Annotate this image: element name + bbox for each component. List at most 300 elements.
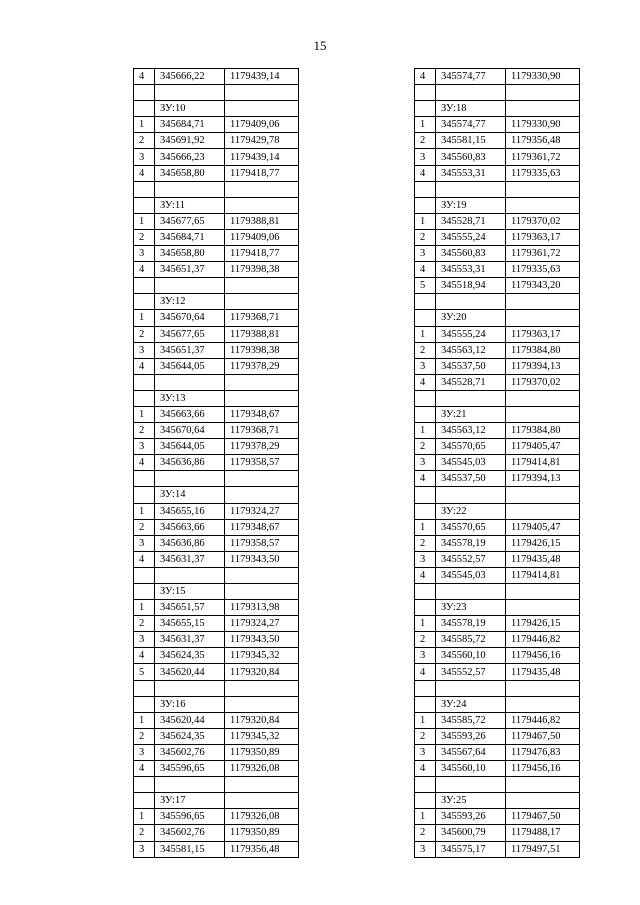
- point-number-cell: 1: [134, 600, 155, 616]
- point-number-cell: [134, 181, 155, 197]
- table-row: [415, 390, 580, 406]
- x-coordinate-cell: 345620,44: [155, 712, 225, 728]
- y-coordinate-cell: [225, 696, 299, 712]
- point-number-cell: [134, 197, 155, 213]
- y-coordinate-cell: [506, 680, 580, 696]
- y-coordinate-cell: 1179343,50: [225, 551, 299, 567]
- table-body: [134, 69, 299, 858]
- x-coordinate-cell: [155, 567, 225, 583]
- x-coordinate-cell: 345518,94: [436, 278, 506, 294]
- x-coordinate-cell: 345655,15: [155, 616, 225, 632]
- table-row: [134, 535, 299, 551]
- table-row: [415, 841, 580, 857]
- point-number-cell: 2: [134, 519, 155, 535]
- y-coordinate-cell: 1179497,51: [506, 841, 580, 857]
- y-coordinate-cell: 1179394,13: [506, 471, 580, 487]
- point-number-cell: 5: [134, 664, 155, 680]
- point-number-cell: [134, 278, 155, 294]
- y-coordinate-cell: 1179324,27: [225, 503, 299, 519]
- y-coordinate-cell: 1179414,81: [506, 567, 580, 583]
- y-coordinate-cell: 1179335,63: [506, 165, 580, 181]
- y-coordinate-cell: 1179368,71: [225, 310, 299, 326]
- table-row: [415, 551, 580, 567]
- point-number-cell: 4: [134, 551, 155, 567]
- x-coordinate-cell: 345574,77: [436, 69, 506, 85]
- table-row: [134, 744, 299, 760]
- point-number-cell: 3: [134, 342, 155, 358]
- x-coordinate-cell: 345575,17: [436, 841, 506, 857]
- x-coordinate-cell: [436, 487, 506, 503]
- x-coordinate-cell: 345596,65: [155, 761, 225, 777]
- table-row: [134, 117, 299, 133]
- y-coordinate-cell: 1179343,50: [225, 632, 299, 648]
- point-number-cell: 1: [415, 809, 436, 825]
- y-coordinate-cell: [506, 101, 580, 117]
- point-number-cell: [415, 777, 436, 793]
- table-row: [134, 342, 299, 358]
- y-coordinate-cell: 1179368,71: [225, 423, 299, 439]
- y-coordinate-cell: 1179326,08: [225, 809, 299, 825]
- point-number-cell: 2: [415, 133, 436, 149]
- point-number-cell: [415, 390, 436, 406]
- table-row: [415, 455, 580, 471]
- x-coordinate-cell: 345684,71: [155, 117, 225, 133]
- x-coordinate-cell: 345555,24: [436, 229, 506, 245]
- point-number-cell: 4: [415, 761, 436, 777]
- y-coordinate-cell: [225, 181, 299, 197]
- table-row: [134, 165, 299, 181]
- y-coordinate-cell: [506, 777, 580, 793]
- point-number-cell: 1: [134, 712, 155, 728]
- point-number-cell: 1: [134, 406, 155, 422]
- x-coordinate-cell: 345528,71: [436, 374, 506, 390]
- table-row: [415, 149, 580, 165]
- point-number-cell: 1: [134, 503, 155, 519]
- x-coordinate-cell: 345658,80: [155, 165, 225, 181]
- table-row: [134, 390, 299, 406]
- x-coordinate-cell: ЗУ:11: [155, 197, 225, 213]
- y-coordinate-cell: [225, 101, 299, 117]
- table-row: [415, 101, 580, 117]
- y-coordinate-cell: [506, 600, 580, 616]
- table-row: [134, 310, 299, 326]
- y-coordinate-cell: 1179388,81: [225, 213, 299, 229]
- x-coordinate-cell: 345655,16: [155, 503, 225, 519]
- point-number-cell: [134, 390, 155, 406]
- y-coordinate-cell: [225, 197, 299, 213]
- table-row: [134, 262, 299, 278]
- y-coordinate-cell: 1179363,17: [506, 326, 580, 342]
- table-row: [415, 69, 580, 85]
- y-coordinate-cell: [225, 390, 299, 406]
- y-coordinate-cell: 1179335,63: [506, 262, 580, 278]
- y-coordinate-cell: 1179418,77: [225, 165, 299, 181]
- y-coordinate-cell: 1179358,57: [225, 535, 299, 551]
- point-number-cell: [415, 181, 436, 197]
- x-coordinate-cell: 345677,65: [155, 213, 225, 229]
- point-number-cell: [134, 471, 155, 487]
- table-row: [415, 761, 580, 777]
- x-coordinate-cell: 345555,24: [436, 326, 506, 342]
- point-number-cell: [415, 600, 436, 616]
- point-number-cell: 1: [134, 310, 155, 326]
- x-coordinate-cell: ЗУ:16: [155, 696, 225, 712]
- table-row: [134, 358, 299, 374]
- y-coordinate-cell: 1179358,57: [225, 455, 299, 471]
- y-coordinate-cell: 1179435,48: [506, 664, 580, 680]
- point-number-cell: [415, 101, 436, 117]
- table-row: [415, 229, 580, 245]
- x-coordinate-cell: 345602,76: [155, 744, 225, 760]
- table-row: [134, 229, 299, 245]
- table-row: [134, 487, 299, 503]
- y-coordinate-cell: 1179361,72: [506, 246, 580, 262]
- table-row: [134, 326, 299, 342]
- point-number-cell: 4: [415, 165, 436, 181]
- table-row: [134, 728, 299, 744]
- point-number-cell: 3: [134, 632, 155, 648]
- y-coordinate-cell: 1179405,47: [506, 519, 580, 535]
- table-row: [134, 777, 299, 793]
- table-row: [415, 294, 580, 310]
- table-row: [134, 567, 299, 583]
- point-number-cell: [415, 487, 436, 503]
- table-row: [134, 761, 299, 777]
- y-coordinate-cell: 1179398,38: [225, 342, 299, 358]
- y-coordinate-cell: [225, 567, 299, 583]
- x-coordinate-cell: 345620,44: [155, 664, 225, 680]
- x-coordinate-cell: 345545,03: [436, 567, 506, 583]
- table-row: [415, 680, 580, 696]
- y-coordinate-cell: [506, 696, 580, 712]
- table-row: [134, 809, 299, 825]
- x-coordinate-cell: [155, 181, 225, 197]
- point-number-cell: [134, 777, 155, 793]
- table-row: [134, 519, 299, 535]
- x-coordinate-cell: 345636,86: [155, 455, 225, 471]
- table-row: [134, 294, 299, 310]
- point-number-cell: [415, 793, 436, 809]
- x-coordinate-cell: 345560,10: [436, 648, 506, 664]
- point-number-cell: 3: [134, 246, 155, 262]
- x-coordinate-cell: [436, 390, 506, 406]
- x-coordinate-cell: 345644,05: [155, 358, 225, 374]
- y-coordinate-cell: [506, 197, 580, 213]
- y-coordinate-cell: [506, 181, 580, 197]
- table-row: [134, 648, 299, 664]
- x-coordinate-cell: 345578,19: [436, 616, 506, 632]
- table-row: [415, 262, 580, 278]
- y-coordinate-cell: 1179370,02: [506, 213, 580, 229]
- x-coordinate-cell: 345563,12: [436, 342, 506, 358]
- x-coordinate-cell: ЗУ:19: [436, 197, 506, 213]
- x-coordinate-cell: 345593,26: [436, 728, 506, 744]
- table-row: [415, 728, 580, 744]
- y-coordinate-cell: 1179467,50: [506, 809, 580, 825]
- table-row: [415, 632, 580, 648]
- table-row: [415, 793, 580, 809]
- point-number-cell: 2: [415, 229, 436, 245]
- point-number-cell: [415, 310, 436, 326]
- table-row: [134, 406, 299, 422]
- x-coordinate-cell: 345560,83: [436, 149, 506, 165]
- point-number-cell: 3: [134, 535, 155, 551]
- x-coordinate-cell: 345570,65: [436, 519, 506, 535]
- table-row: [134, 825, 299, 841]
- point-number-cell: 1: [415, 616, 436, 632]
- point-number-cell: 3: [134, 841, 155, 857]
- table-row: [134, 69, 299, 85]
- y-coordinate-cell: [506, 584, 580, 600]
- table-row: [415, 85, 580, 101]
- y-coordinate-cell: 1179429,78: [225, 133, 299, 149]
- x-coordinate-cell: 345631,37: [155, 632, 225, 648]
- table-row: [134, 471, 299, 487]
- y-coordinate-cell: 1179426,15: [506, 616, 580, 632]
- x-coordinate-cell: 345560,10: [436, 761, 506, 777]
- table-row: [134, 712, 299, 728]
- point-number-cell: 4: [415, 471, 436, 487]
- table-row: [415, 519, 580, 535]
- x-coordinate-cell: [155, 471, 225, 487]
- y-coordinate-cell: 1179418,77: [225, 246, 299, 262]
- point-number-cell: 4: [415, 69, 436, 85]
- point-number-cell: 3: [415, 551, 436, 567]
- y-coordinate-cell: 1179405,47: [506, 439, 580, 455]
- x-coordinate-cell: 345651,57: [155, 600, 225, 616]
- y-coordinate-cell: 1179326,08: [225, 761, 299, 777]
- table-row: [415, 342, 580, 358]
- y-coordinate-cell: [506, 85, 580, 101]
- y-coordinate-cell: 1179414,81: [506, 455, 580, 471]
- point-number-cell: 3: [415, 744, 436, 760]
- point-number-cell: 1: [415, 712, 436, 728]
- point-number-cell: 2: [415, 728, 436, 744]
- x-coordinate-cell: 345602,76: [155, 825, 225, 841]
- y-coordinate-cell: [225, 487, 299, 503]
- y-coordinate-cell: [506, 487, 580, 503]
- x-coordinate-cell: 345553,31: [436, 165, 506, 181]
- table-row: [415, 406, 580, 422]
- y-coordinate-cell: 1179446,82: [506, 632, 580, 648]
- x-coordinate-cell: 345552,57: [436, 664, 506, 680]
- table-row: [415, 503, 580, 519]
- y-coordinate-cell: 1179343,20: [506, 278, 580, 294]
- x-coordinate-cell: [155, 278, 225, 294]
- x-coordinate-cell: 345553,31: [436, 262, 506, 278]
- y-coordinate-cell: 1179320,84: [225, 664, 299, 680]
- y-coordinate-cell: 1179388,81: [225, 326, 299, 342]
- table-row: [134, 632, 299, 648]
- x-coordinate-cell: [436, 85, 506, 101]
- y-coordinate-cell: 1179350,89: [225, 825, 299, 841]
- y-coordinate-cell: 1179409,06: [225, 117, 299, 133]
- x-coordinate-cell: [436, 777, 506, 793]
- y-coordinate-cell: 1179439,14: [225, 69, 299, 85]
- x-coordinate-cell: [436, 294, 506, 310]
- y-coordinate-cell: 1179330,90: [506, 69, 580, 85]
- y-coordinate-cell: 1179348,67: [225, 406, 299, 422]
- point-number-cell: 4: [134, 262, 155, 278]
- point-number-cell: [134, 101, 155, 117]
- table-row: [134, 551, 299, 567]
- y-coordinate-cell: 1179324,27: [225, 616, 299, 632]
- point-number-cell: 3: [415, 455, 436, 471]
- point-number-cell: 4: [415, 262, 436, 278]
- x-coordinate-cell: 345552,57: [436, 551, 506, 567]
- x-coordinate-cell: ЗУ:12: [155, 294, 225, 310]
- table-row: [134, 181, 299, 197]
- table-row: [415, 600, 580, 616]
- y-coordinate-cell: [225, 294, 299, 310]
- x-coordinate-cell: ЗУ:14: [155, 487, 225, 503]
- table-row: [415, 535, 580, 551]
- point-number-cell: [134, 793, 155, 809]
- y-coordinate-cell: [506, 310, 580, 326]
- point-number-cell: 2: [134, 326, 155, 342]
- y-coordinate-cell: 1179384,80: [506, 342, 580, 358]
- table-row: [415, 117, 580, 133]
- table-row: [134, 101, 299, 117]
- point-number-cell: 2: [134, 229, 155, 245]
- x-coordinate-cell: 345666,22: [155, 69, 225, 85]
- table-row: [415, 487, 580, 503]
- y-coordinate-cell: 1179350,89: [225, 744, 299, 760]
- y-coordinate-cell: [225, 680, 299, 696]
- x-coordinate-cell: 345624,35: [155, 728, 225, 744]
- x-coordinate-cell: 345563,12: [436, 423, 506, 439]
- table-row: [415, 246, 580, 262]
- table-row: [134, 841, 299, 857]
- y-coordinate-cell: 1179439,14: [225, 149, 299, 165]
- point-number-cell: [134, 680, 155, 696]
- table-row: [134, 374, 299, 390]
- x-coordinate-cell: ЗУ:21: [436, 406, 506, 422]
- table-row: [415, 197, 580, 213]
- point-number-cell: [415, 406, 436, 422]
- point-number-cell: [415, 696, 436, 712]
- y-coordinate-cell: 1179435,48: [506, 551, 580, 567]
- coordinates-table-left: [133, 68, 299, 858]
- x-coordinate-cell: [155, 374, 225, 390]
- point-number-cell: 4: [134, 165, 155, 181]
- y-coordinate-cell: 1179384,80: [506, 423, 580, 439]
- point-number-cell: [415, 294, 436, 310]
- y-coordinate-cell: 1179378,29: [225, 358, 299, 374]
- point-number-cell: 5: [415, 278, 436, 294]
- point-number-cell: [134, 696, 155, 712]
- x-coordinate-cell: 345651,37: [155, 342, 225, 358]
- table-row: [415, 777, 580, 793]
- y-coordinate-cell: 1179456,16: [506, 648, 580, 664]
- point-number-cell: [415, 680, 436, 696]
- point-number-cell: 1: [134, 117, 155, 133]
- table-row: [415, 696, 580, 712]
- table-row: [134, 246, 299, 262]
- y-coordinate-cell: [225, 471, 299, 487]
- x-coordinate-cell: 345666,23: [155, 149, 225, 165]
- table-row: [134, 133, 299, 149]
- point-number-cell: [415, 503, 436, 519]
- point-number-cell: 2: [134, 728, 155, 744]
- coordinates-table-right: [414, 68, 580, 858]
- point-number-cell: 3: [134, 744, 155, 760]
- y-coordinate-cell: 1179348,67: [225, 519, 299, 535]
- x-coordinate-cell: ЗУ:23: [436, 600, 506, 616]
- table-row: [134, 455, 299, 471]
- y-coordinate-cell: 1179426,15: [506, 535, 580, 551]
- y-coordinate-cell: [225, 777, 299, 793]
- point-number-cell: 1: [415, 117, 436, 133]
- y-coordinate-cell: [506, 294, 580, 310]
- y-coordinate-cell: 1179409,06: [225, 229, 299, 245]
- y-coordinate-cell: 1179330,90: [506, 117, 580, 133]
- point-number-cell: 1: [415, 213, 436, 229]
- y-coordinate-cell: 1179345,32: [225, 648, 299, 664]
- x-coordinate-cell: 345567,64: [436, 744, 506, 760]
- point-number-cell: [134, 584, 155, 600]
- y-coordinate-cell: [506, 390, 580, 406]
- point-number-cell: 4: [415, 664, 436, 680]
- table-row: [415, 165, 580, 181]
- table-row: [415, 648, 580, 664]
- table-row: [134, 584, 299, 600]
- y-coordinate-cell: 1179467,50: [506, 728, 580, 744]
- x-coordinate-cell: ЗУ:13: [155, 390, 225, 406]
- point-number-cell: 4: [134, 69, 155, 85]
- y-coordinate-cell: 1179363,17: [506, 229, 580, 245]
- table-row: [415, 358, 580, 374]
- point-number-cell: [134, 374, 155, 390]
- table-row: [134, 696, 299, 712]
- x-coordinate-cell: 345670,64: [155, 310, 225, 326]
- table-row: [134, 85, 299, 101]
- point-number-cell: 2: [134, 423, 155, 439]
- x-coordinate-cell: [436, 181, 506, 197]
- table-row: [134, 793, 299, 809]
- point-number-cell: [134, 487, 155, 503]
- table-row: [134, 600, 299, 616]
- point-number-cell: [415, 197, 436, 213]
- point-number-cell: 3: [415, 648, 436, 664]
- table-row: [415, 744, 580, 760]
- y-coordinate-cell: 1179345,32: [225, 728, 299, 744]
- x-coordinate-cell: 345663,66: [155, 406, 225, 422]
- x-coordinate-cell: 345570,65: [436, 439, 506, 455]
- point-number-cell: 3: [134, 149, 155, 165]
- point-number-cell: 2: [415, 632, 436, 648]
- table-row: [415, 584, 580, 600]
- x-coordinate-cell: ЗУ:24: [436, 696, 506, 712]
- table-row: [415, 181, 580, 197]
- x-coordinate-cell: 345574,77: [436, 117, 506, 133]
- x-coordinate-cell: 345537,50: [436, 358, 506, 374]
- point-number-cell: 4: [134, 761, 155, 777]
- table-row: [415, 439, 580, 455]
- table-row: [134, 680, 299, 696]
- x-coordinate-cell: 345651,37: [155, 262, 225, 278]
- x-coordinate-cell: 345585,72: [436, 632, 506, 648]
- y-coordinate-cell: 1179446,82: [506, 712, 580, 728]
- point-number-cell: 2: [415, 342, 436, 358]
- table-row: [415, 664, 580, 680]
- point-number-cell: 1: [415, 423, 436, 439]
- y-coordinate-cell: 1179370,02: [506, 374, 580, 390]
- table-row: [134, 149, 299, 165]
- point-number-cell: 2: [415, 439, 436, 455]
- point-number-cell: 3: [415, 246, 436, 262]
- y-coordinate-cell: 1179313,98: [225, 600, 299, 616]
